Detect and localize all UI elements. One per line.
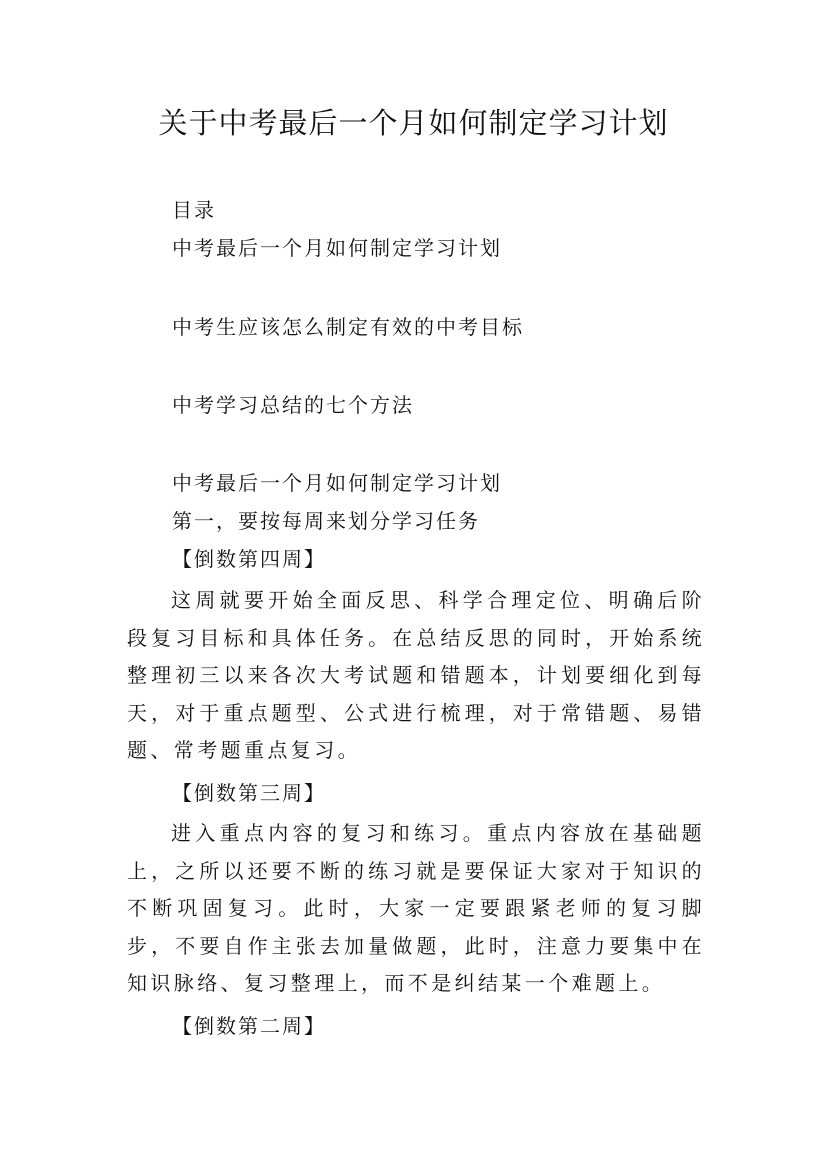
week3-label: 【倒数第三周】	[172, 781, 326, 805]
week4-paragraph: 这周就要开始全面反思、科学合理定位、明确后阶段复习目标和具体任务。在总结反思的同时，开始系统整理初三以来各次大考试题和错题本，计划要细化到每天，对于重点题型、公式进行梳理，对于常错题、易错题、常考题重点复习。	[127, 588, 705, 762]
week4-label: 【倒数第四周】	[172, 547, 326, 571]
toc-heading: 目录	[172, 198, 216, 222]
point-one-heading: 第一，要按每周来划分学习任务	[172, 509, 480, 533]
document-title: 关于中考最后一个月如何制定学习计划	[158, 106, 669, 140]
toc-item-2[interactable]: 中考生应该怎么制定有效的中考目标	[172, 315, 524, 339]
toc-item-3[interactable]: 中考学习总结的七个方法	[172, 393, 414, 417]
toc-item-1[interactable]: 中考最后一个月如何制定学习计划	[172, 236, 502, 260]
section-heading: 中考最后一个月如何制定学习计划	[172, 471, 502, 495]
week3-paragraph: 进入重点内容的复习和练习。重点内容放在基础题上，之所以还要不断的练习就是要保证大家对于知识的不断巩固复习。此时，大家一定要跟紧老师的复习脚步，不要自作主张去加量做题，此时，注意力要集中在知识脉络、复习整理上，而不是纠结某一个难题上。	[127, 821, 705, 995]
week2-label: 【倒数第二周】	[172, 1014, 326, 1038]
